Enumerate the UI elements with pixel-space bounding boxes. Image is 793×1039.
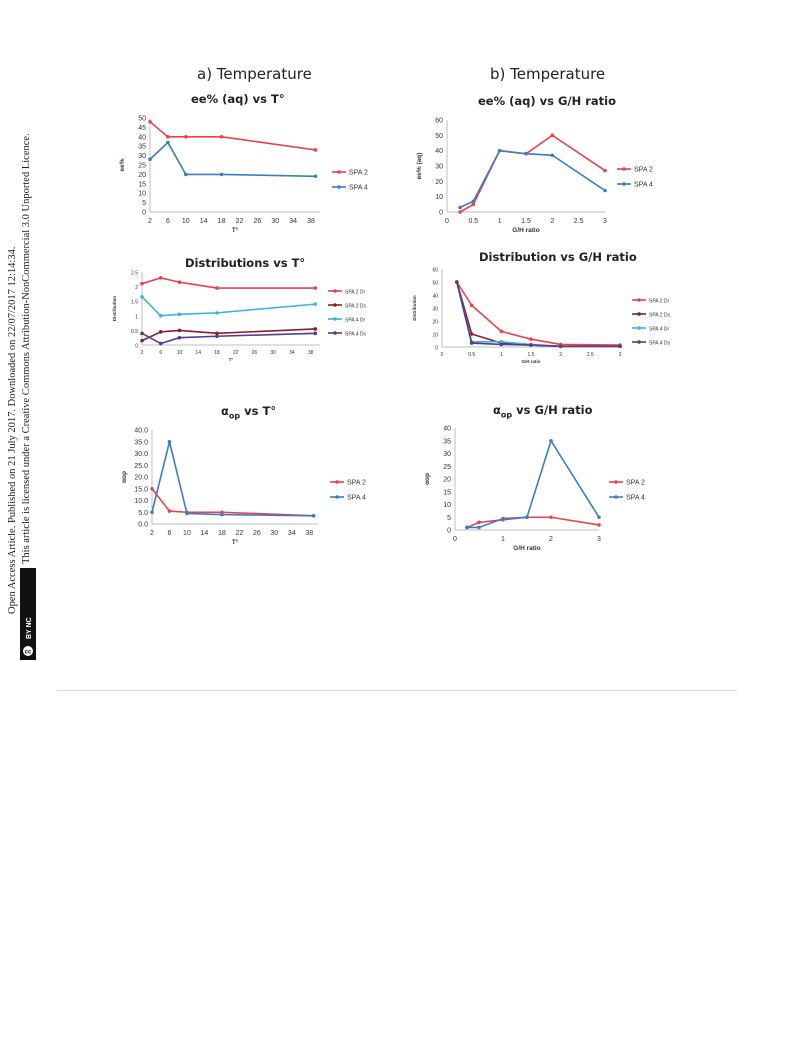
chart-title-c5-sub: op	[228, 411, 241, 421]
data-point-spa-2	[603, 169, 607, 173]
chart-alpha-vs-temperature	[100, 422, 390, 552]
y-tick-label: 40	[435, 148, 443, 156]
legend-marker-spa-4-dr	[637, 326, 641, 330]
svg-text:cc: cc	[24, 649, 32, 656]
y-tick-label: 20.0	[134, 474, 148, 482]
x-tick-label: 3	[597, 536, 601, 543]
license-line-2: This article is licensed under a Creative Commons Attribution-NonCommercial 3.0 Unported Licence.	[21, 133, 32, 564]
x-tick-label: 2	[550, 218, 555, 225]
legend-label-spa-2-ds: SPA 2 Ds	[345, 303, 367, 310]
data-point-spa-4-dr	[215, 311, 219, 315]
data-point-spa-4-dr	[159, 314, 163, 318]
series-line-spa-2	[460, 135, 605, 212]
data-point-spa-4	[150, 510, 154, 514]
data-point-spa-2-dr	[529, 337, 533, 341]
series-line-spa-2-dr	[457, 282, 620, 345]
y-tick-label: 15	[138, 181, 146, 189]
x-tick-label: 6	[167, 530, 172, 537]
series-line-spa-2	[150, 122, 316, 150]
data-point-spa-4-ds	[529, 343, 533, 347]
legend-marker-spa-4	[337, 185, 341, 189]
x-tick-label: 1.5	[521, 218, 531, 225]
legend-marker-spa-2	[622, 167, 626, 171]
data-point-spa-2-ds	[314, 327, 318, 331]
x-axis-label: T°	[231, 227, 239, 234]
x-tick-label: 1.5	[527, 352, 535, 358]
chart-title-c5-rest: vs T°	[240, 404, 277, 418]
x-tick-label: 2.5	[586, 352, 594, 358]
chart-distribution-vs-gh-ratio	[400, 263, 690, 373]
series-line-spa-2	[152, 489, 314, 516]
y-tick-label: 25	[138, 162, 146, 170]
x-tick-label: 18	[214, 350, 220, 356]
data-point-spa-4	[220, 173, 224, 177]
x-tick-label: 2	[150, 530, 154, 537]
data-point-spa-2	[184, 135, 188, 139]
cc-badge-text: BY NC	[26, 617, 33, 639]
x-tick-label: 1	[499, 352, 503, 358]
series-line-spa-4	[467, 441, 599, 528]
x-axis-label: G/H ratio	[521, 359, 541, 364]
x-tick-label: 34	[289, 350, 295, 356]
data-point-spa-2-ds	[140, 339, 144, 343]
legend-marker-spa-2	[614, 480, 618, 484]
x-tick-label: 3	[618, 352, 622, 358]
chart-title-c4: Distribution vs G/H ratio	[479, 250, 637, 264]
x-tick-label: 2	[140, 350, 144, 356]
data-point-spa-2-dr	[215, 286, 219, 290]
x-tick-label: 6	[165, 218, 170, 225]
y-tick-label: 1.5	[131, 299, 138, 306]
legend-label-spa-4-dr: SPA 4 Dr	[649, 326, 670, 333]
series-line-spa-4-ds	[142, 333, 315, 343]
y-tick-label: 1	[135, 314, 138, 321]
y-tick-label: 10.0	[134, 498, 148, 505]
legend-label-spa-2-dr: SPA 2 Dr	[345, 289, 366, 296]
y-tick-label: 35	[138, 143, 146, 151]
y-tick-label: 40.0	[134, 427, 148, 435]
data-point-spa-4	[458, 206, 462, 210]
data-point-spa-4-ds	[618, 345, 622, 349]
y-tick-label: 20	[435, 178, 443, 186]
chart-title-c2: ee% (aq) vs G/H ratio	[478, 94, 617, 108]
legend-marker-spa-2-ds	[333, 303, 337, 307]
y-tick-label: 15.0	[134, 486, 148, 494]
legend-marker-spa-2	[337, 170, 341, 174]
chart-title-c6-rest: vs G/H ratio	[512, 403, 593, 417]
y-tick-label: 10	[443, 502, 451, 509]
x-tick-label: 0	[440, 352, 444, 358]
y-tick-label: 30	[432, 306, 438, 313]
y-tick-label: 0	[447, 527, 451, 535]
data-point-spa-4	[220, 513, 224, 517]
y-tick-label: 15	[443, 489, 451, 497]
y-tick-label: 25	[443, 463, 451, 471]
y-tick-label: 30	[443, 451, 451, 458]
y-tick-label: 0.5	[131, 328, 138, 335]
chart-title-c6	[493, 403, 593, 419]
legend-label-spa-4-ds: SPA 4 Ds	[649, 340, 671, 347]
x-tick-label: 14	[200, 530, 209, 537]
y-tick-label: 30	[435, 163, 443, 171]
legend-marker-spa-4-dr	[333, 317, 337, 321]
chart-title-c1: ee% (aq) vs T°	[191, 92, 285, 106]
y-tick-label: 0	[135, 343, 138, 350]
y-tick-label: 5	[142, 200, 146, 208]
x-tick-label: 30	[270, 350, 276, 356]
y-tick-label: 2	[135, 285, 138, 292]
data-point-spa-4	[524, 152, 528, 156]
data-point-spa-2-ds	[159, 330, 163, 334]
data-point-spa-2	[166, 135, 170, 139]
y-tick-label: 20	[138, 171, 146, 179]
x-tick-label: 0.5	[468, 218, 479, 225]
y-tick-label: 50	[432, 280, 438, 287]
data-point-spa-4-dr	[178, 313, 182, 317]
y-tick-label: 5.0	[138, 509, 148, 517]
y-tick-label: 0.0	[138, 521, 148, 529]
series-line-spa-4-dr	[142, 297, 315, 316]
x-tick-label: 18	[217, 530, 226, 537]
legend-label-spa-2: SPA 2	[626, 479, 645, 487]
data-point-spa-2-dr	[159, 276, 163, 280]
chart-ee-vs-gh-ratio	[405, 112, 680, 232]
data-point-spa-4	[501, 517, 505, 521]
page-divider	[57, 690, 737, 691]
data-point-spa-2-ds	[178, 329, 182, 333]
data-point-spa-2	[150, 487, 154, 491]
x-tick-label: 2	[148, 218, 152, 225]
legend-label-spa-4: SPA 4	[347, 494, 366, 502]
data-point-spa-4-ds	[159, 342, 163, 346]
y-tick-label: 60	[432, 267, 438, 274]
heading-b: b) Temperature	[490, 65, 606, 83]
y-tick-label: 25.0	[134, 462, 148, 470]
x-tick-label: 6	[159, 350, 163, 356]
data-point-spa-2	[148, 120, 152, 124]
legend-label-spa-4-ds: SPA 4 Ds	[345, 331, 367, 338]
series-line-spa-4	[150, 142, 316, 176]
chart-title-c5	[221, 404, 276, 420]
legend-label-spa-2-dr: SPA 2 Dr	[649, 298, 670, 305]
x-tick-label: 22	[235, 218, 244, 225]
x-tick-label: 10	[181, 218, 190, 225]
data-point-spa-4	[477, 526, 481, 530]
data-point-spa-2	[549, 515, 553, 519]
data-point-spa-4	[603, 189, 607, 193]
x-tick-label: 10	[176, 350, 183, 356]
data-point-spa-2	[472, 203, 476, 207]
y-tick-label: 40	[138, 134, 146, 142]
data-point-spa-4-ds	[140, 332, 144, 336]
x-tick-label: 14	[195, 350, 201, 356]
x-tick-label: 38	[305, 530, 314, 537]
y-tick-label: 40	[443, 425, 451, 433]
y-tick-label: 35.0	[134, 439, 148, 447]
legend-marker-spa-2-dr	[637, 298, 641, 302]
legend-label-spa-2-ds: SPA 2 Ds	[649, 312, 671, 319]
x-tick-label: 34	[287, 530, 296, 537]
y-axis-label: Distribution	[112, 295, 117, 322]
y-tick-label: 10	[432, 332, 438, 339]
y-tick-label: 0	[142, 209, 146, 217]
chart-title-c6-alpha: α	[493, 403, 501, 417]
x-tick-label: 22	[232, 350, 239, 356]
y-tick-label: 30	[138, 153, 146, 161]
y-tick-label: 50	[138, 115, 146, 123]
x-axis-label: G/H ratio	[512, 227, 540, 234]
x-tick-label: 0.5	[468, 352, 476, 358]
x-tick-label: 1	[501, 536, 505, 543]
x-tick-label: 38	[307, 350, 314, 356]
cc-icon	[21, 569, 35, 659]
y-tick-label: 10	[138, 190, 146, 198]
chart-title-c6-sub: op	[500, 410, 513, 420]
legend-label-spa-4: SPA 4	[349, 184, 368, 192]
chart-title-c3: Distributions vs T°	[185, 256, 306, 270]
data-point-spa-2	[597, 523, 601, 527]
x-axis-label: T°	[231, 539, 239, 546]
data-point-spa-4-ds	[314, 332, 318, 336]
y-tick-label: 0	[439, 209, 443, 217]
data-point-spa-4-ds	[500, 343, 504, 347]
y-tick-label: 5	[447, 514, 451, 522]
legend-marker-spa-2-ds	[637, 312, 641, 316]
y-axis-label: Distribution	[412, 295, 417, 321]
legend-label-spa-4: SPA 4	[626, 494, 645, 502]
y-tick-label: 40	[432, 293, 438, 300]
legend-label-spa-4-dr: SPA 4 Dr	[345, 317, 366, 324]
data-point-spa-4	[166, 141, 170, 145]
legend-label-spa-4: SPA 4	[634, 181, 653, 189]
legend-marker-spa-4	[622, 182, 626, 186]
y-tick-label: 0	[435, 345, 438, 352]
legend-label-spa-2: SPA 2	[634, 166, 653, 174]
cc-license-badge[interactable]	[20, 568, 36, 660]
data-point-spa-2-dr	[178, 280, 182, 284]
chart-distributions-vs-temperature	[110, 267, 400, 367]
data-point-spa-4-ds	[178, 336, 182, 340]
x-tick-label: 0	[445, 218, 449, 225]
license-line-1: Open Access Article. Published on 21 July 2017. Downloaded on 22/07/2017 12:14:34.	[7, 246, 18, 614]
series-line-spa-2	[467, 517, 599, 527]
y-axis-label: ee% (aq)	[416, 152, 423, 180]
y-tick-label: 10	[435, 194, 443, 202]
data-point-spa-2	[314, 148, 318, 152]
y-tick-label: 60	[435, 117, 443, 125]
x-tick-label: 30	[270, 530, 279, 537]
x-tick-label: 26	[252, 530, 261, 537]
legend-marker-spa-4	[614, 495, 618, 499]
y-tick-label: 20	[432, 319, 438, 326]
x-tick-label: 10	[183, 530, 191, 537]
legend-label-spa-2: SPA 2	[349, 169, 368, 177]
x-tick-label: 22	[235, 530, 244, 537]
data-point-spa-4	[525, 515, 529, 519]
data-point-spa-4	[312, 514, 316, 518]
data-point-spa-4	[314, 174, 318, 178]
data-point-spa-4-dr	[314, 302, 318, 306]
y-tick-label: 20	[443, 476, 451, 484]
legend-marker-spa-4-ds	[637, 340, 641, 344]
x-tick-label: 0	[453, 536, 457, 543]
x-axis-label: T°	[228, 357, 234, 362]
data-point-spa-4	[184, 173, 188, 177]
data-point-spa-2-dr	[140, 282, 144, 286]
series-line-spa-4	[152, 442, 314, 516]
data-point-spa-2	[551, 134, 555, 138]
x-tick-label: 18	[217, 218, 226, 225]
chart-title-c5-alpha: α	[221, 404, 229, 418]
y-tick-label: 2.5	[131, 270, 138, 277]
data-point-spa-4	[551, 153, 555, 157]
data-point-spa-4	[549, 439, 553, 443]
x-tick-label: 2.5	[573, 218, 584, 225]
data-point-spa-4	[472, 199, 476, 203]
x-tick-label: 30	[271, 218, 280, 225]
data-point-spa-2	[477, 521, 481, 525]
data-point-spa-2	[168, 509, 172, 513]
legend-marker-spa-4-ds	[333, 331, 337, 335]
data-point-spa-4	[185, 512, 189, 516]
x-tick-label: 38	[307, 218, 315, 225]
data-point-spa-2	[458, 210, 462, 214]
data-point-spa-4-ds	[470, 341, 474, 345]
chart-alpha-vs-gh-ratio	[405, 420, 680, 560]
data-point-spa-4-ds	[455, 280, 459, 284]
heading-a: a) Temperature	[197, 65, 312, 83]
x-tick-label: 2	[549, 536, 553, 543]
x-tick-label: 26	[253, 218, 262, 225]
x-tick-label: 26	[251, 350, 258, 356]
x-axis-label: G/H ratio	[513, 545, 541, 552]
series-line-spa-2-dr	[142, 278, 315, 288]
legend-marker-spa-2	[335, 480, 339, 484]
y-tick-label: 50	[435, 132, 443, 140]
x-tick-label: 1	[497, 218, 502, 225]
data-point-spa-4-dr	[140, 295, 144, 299]
x-tick-label: 14	[199, 218, 208, 225]
y-tick-label: 35	[443, 438, 451, 446]
y-tick-label: 30.0	[134, 451, 148, 458]
legend-marker-spa-4	[335, 495, 339, 499]
series-line-spa-4	[460, 151, 605, 208]
y-tick-label: 45	[138, 124, 146, 132]
y-axis-label: αop	[424, 473, 431, 485]
legend-marker-spa-2-dr	[333, 289, 337, 293]
data-point-spa-2-dr	[470, 304, 474, 308]
x-tick-label: 3	[603, 218, 607, 225]
chart-ee-vs-temperature	[110, 110, 390, 234]
data-point-spa-4-ds	[215, 334, 219, 338]
data-point-spa-4	[168, 440, 172, 444]
data-point-spa-4	[465, 526, 469, 530]
data-point-spa-4-ds	[559, 345, 563, 349]
data-point-spa-2-dr	[314, 286, 318, 290]
x-tick-label: 34	[289, 218, 298, 225]
x-tick-label: 2	[559, 352, 563, 358]
data-point-spa-2	[220, 135, 224, 139]
data-point-spa-2-dr	[500, 330, 504, 334]
y-axis-label: αop	[121, 471, 128, 483]
legend-label-spa-2: SPA 2	[347, 479, 366, 487]
y-axis-label: ee%	[119, 158, 126, 172]
data-point-spa-4	[148, 158, 152, 162]
data-point-spa-4	[597, 515, 601, 519]
data-point-spa-4	[498, 149, 502, 153]
